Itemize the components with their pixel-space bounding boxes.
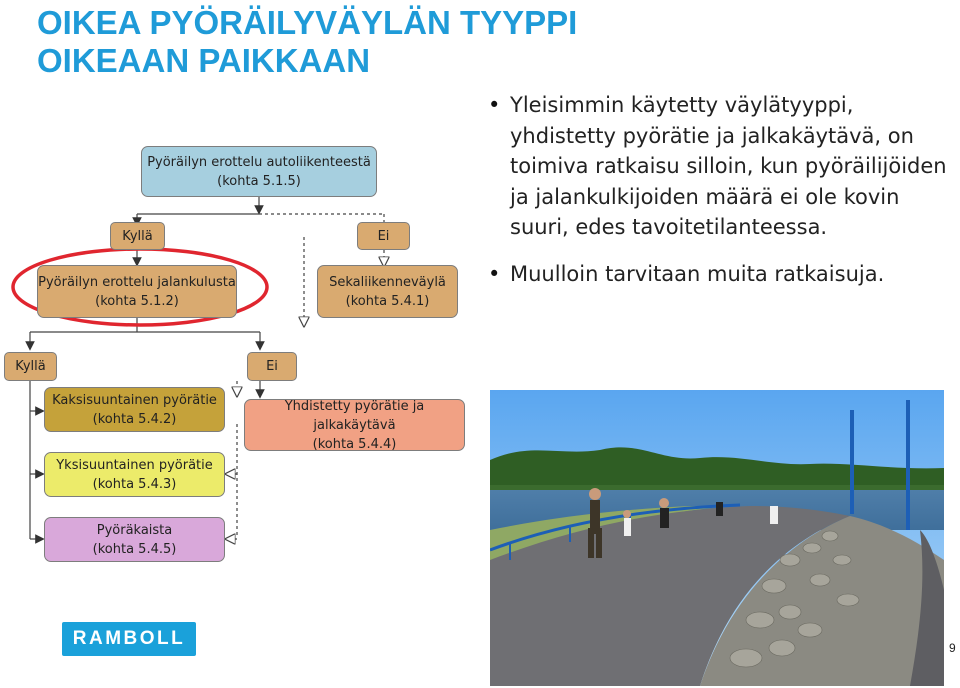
ramboll-logo — [62, 622, 196, 656]
one-way-line2: (kohta 5.4.3) — [92, 476, 177, 492]
two-way-line2: (kohta 5.4.2) — [92, 411, 177, 427]
slide-title-line1: OIKEA PYÖRÄILYVÄYLÄN TYYPPI — [37, 4, 578, 41]
lane-line1: Pyöräkaista — [96, 522, 173, 538]
mixed-traffic-box — [317, 265, 458, 318]
mixed-traffic-line1: Sekaliikenneväylä — [329, 274, 446, 290]
connector-ped-sep-split — [30, 318, 260, 346]
root-decision-line1: Pyöräilyn erottelu autoliikenteestä — [147, 154, 371, 170]
yes-tag-2: Kyllä — [4, 352, 57, 381]
connector-yes2 — [30, 381, 40, 539]
page-number: 9 — [949, 641, 956, 655]
no-tag-2: Ei — [247, 352, 297, 381]
one-way-cycle-track-box — [44, 452, 225, 497]
two-way-cycle-track-box — [44, 387, 225, 432]
bullet-item: • Muulloin tarvitaan muita ratkaisuja. — [488, 259, 948, 290]
cycle-lane-box — [44, 517, 225, 562]
no-tag-1: Ei — [357, 222, 410, 250]
one-way-line1: Yksisuuntainen pyörätie — [56, 457, 213, 473]
ped-separation-line1: Pyöräilyn erottelu jalankulusta — [38, 274, 236, 290]
bullet-list — [488, 90, 948, 305]
lane-line2: (kohta 5.4.5) — [92, 541, 177, 557]
slide-title-line2: OIKEAAN PAIKKAAN — [37, 42, 371, 79]
yes-tag-1: Kyllä — [110, 222, 165, 250]
bullet-item: • Yleisimmin käytetty väylätyyppi, yhdistetty pyörätie ja jalkakäytävä, on toimiva ratkaisu silloin, kun pyöräilijöiden ja jalankulkijoiden määrä ei ole kovin suuri, edes tavoitetilanteessa. — [488, 90, 948, 243]
ped-separation-line2: (kohta 5.1.2) — [95, 293, 179, 309]
mixed-traffic-line2: (kohta 5.4.1) — [345, 293, 430, 309]
root-decision-box — [141, 146, 377, 197]
root-decision-line2: (kohta 5.1.5) — [217, 173, 301, 189]
two-way-line1: Kaksisuuntainen pyörätie — [52, 392, 217, 408]
lakeside-path-photo — [490, 390, 944, 686]
combined-line1: Yhdistetty pyörätie ja jalkakäytävä — [284, 398, 425, 433]
ped-separation-box — [37, 265, 237, 318]
connector-root-split — [137, 197, 384, 214]
ramboll-logo-text: RAMBOLL — [72, 628, 186, 649]
combined-path-box — [244, 399, 465, 451]
connector-no2 — [237, 381, 260, 394]
combined-line2: (kohta 5.4.4) — [312, 436, 397, 452]
connector-dashed-to-lower — [230, 424, 237, 539]
